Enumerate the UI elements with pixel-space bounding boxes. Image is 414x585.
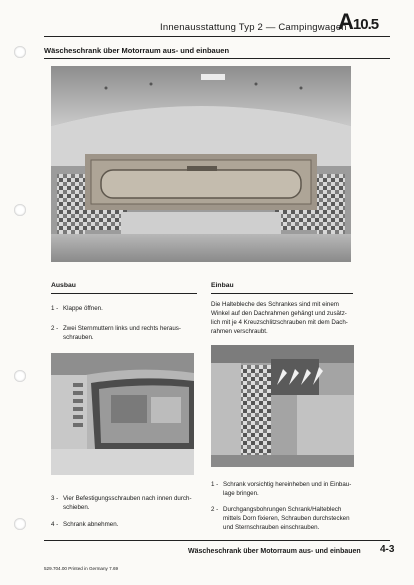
footer-rule [44, 540, 390, 541]
einbau-heading: Einbau [211, 282, 234, 289]
step-text: Schrank abnehmen. [63, 521, 119, 528]
step-number: 1 - [211, 481, 219, 488]
section-title: Wäscheschrank über Motorraum aus- und einbauen [44, 46, 230, 55]
page-number: 4-3 [380, 544, 395, 555]
einbau-step-1 [211, 480, 371, 500]
einbau-intro: Die Haltebleche des Schrankes sind mit einem Winkel auf den Dachrahmen gehängt und zusätz- lich mit je 4 Kreuzschlitzschrauben mit dem Dach- rahmen verschraubt. [211, 301, 348, 335]
ausbau-heading: Ausbau [51, 282, 76, 289]
step-number: 4 - [51, 521, 59, 528]
step-number: 1 - [51, 305, 59, 312]
photo-brackets-illustration [211, 345, 354, 467]
einbau-step-2 [211, 505, 371, 533]
step-number: 2 - [211, 506, 219, 513]
punch-hole [14, 518, 26, 530]
step-text: Schrank vorsichtig hereinheben und in Einbau- lage bringen. [223, 481, 352, 497]
header-rule [44, 36, 390, 37]
step-text: Durchgangsbohrungen Schrank/Halteblech mittels Dorn fixieren, Schrauben durchstecken und Sternschrauben einschrauben. [223, 506, 350, 531]
ausbau-step-3 [51, 494, 211, 514]
section-rule [44, 58, 390, 59]
step-number: 3 - [51, 495, 59, 502]
photo-van-illustration [51, 353, 194, 475]
step-text: Klappe öffnen. [63, 305, 103, 312]
step-text: Vier Befestigungsschrauben nach innen durch- schieben. [63, 495, 192, 511]
footer-title: Wäscheschrank über Motorraum aus- und einbauen [188, 548, 361, 555]
section-code-number: 10.5 [352, 16, 379, 33]
punch-hole [14, 204, 26, 216]
photo-mounting-brackets [211, 345, 354, 467]
ausbau-step-2 [51, 324, 211, 344]
punch-hole [14, 46, 26, 58]
einbau-rule [211, 293, 353, 294]
step-number: 2 - [51, 325, 59, 332]
section-code-letter: A [338, 9, 353, 34]
section-code [338, 9, 378, 35]
punch-hole [14, 370, 26, 382]
imprint: 529.704.00 Printed in Germany 7.69 [44, 566, 119, 571]
photo-cabinet-illustration [51, 66, 351, 262]
step-text: Zwei Sternmuttern links und rechts heraus- schrauben. [63, 325, 181, 341]
photo-van-interior [51, 353, 194, 475]
header-title: Innenausstattung Typ 2 — Campingwagen [160, 22, 347, 33]
photo-cabinet-installed [51, 66, 351, 262]
ausbau-rule [51, 293, 197, 294]
